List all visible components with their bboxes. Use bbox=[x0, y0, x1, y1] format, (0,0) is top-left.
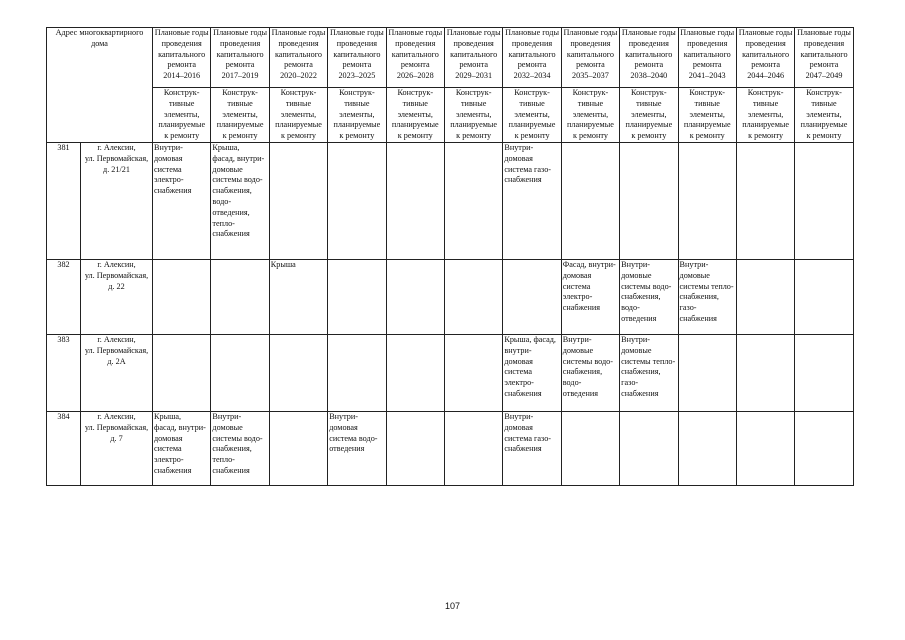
period-header-prefix: Плановые годы проведения капитального ремонта bbox=[446, 28, 501, 70]
period-header-prefix: Плановые годы проведения капитального ремонта bbox=[738, 28, 793, 70]
repair-elements-cell bbox=[328, 334, 386, 411]
repair-elements-cell: Внутри- домовые системы тепло- снабжения, газо- снабжения bbox=[620, 334, 678, 411]
repair-elements-cell bbox=[678, 411, 736, 485]
period-years: 2026–2028 bbox=[396, 71, 434, 81]
repair-elements-cell bbox=[736, 411, 794, 485]
repair-elements-cell bbox=[620, 142, 678, 259]
row-number: 383 bbox=[47, 334, 81, 411]
period-header-cell bbox=[444, 28, 502, 88]
period-header-prefix: Плановые годы проведения капитального ремонта bbox=[797, 28, 851, 70]
repair-elements-cell: Крыша bbox=[269, 259, 327, 334]
row-number: 381 bbox=[47, 142, 81, 259]
period-years: 2047–2049 bbox=[805, 71, 843, 81]
period-years: 2014–2016 bbox=[163, 71, 201, 81]
repair-elements-cell: Внутри- домовая система газо- снабжения bbox=[503, 411, 561, 485]
period-header-cell bbox=[736, 28, 794, 88]
repair-elements-cell bbox=[444, 259, 502, 334]
repair-elements-cell bbox=[795, 142, 853, 259]
elements-header-cell: Конструк- тивные элементы, планируемые к ремонту bbox=[269, 88, 327, 143]
table-row bbox=[47, 411, 854, 485]
building-address: г. Алексин, ул. Первомайская, д. 22 bbox=[81, 259, 153, 334]
repair-elements-cell: Фасад, внутри- домовая система электро- снабжения bbox=[561, 259, 619, 334]
header-row-periods bbox=[47, 28, 854, 88]
elements-header-cell: Конструк- тивные элементы, планируемые к ремонту bbox=[444, 88, 502, 143]
building-address: г. Алексин, ул. Первомайская, д. 2А bbox=[81, 334, 153, 411]
elements-header-cell: Конструк- тивные элементы, планируемые к ремонту bbox=[211, 88, 269, 143]
repair-elements-cell: Внутри- домовая система водо- отведения bbox=[328, 411, 386, 485]
period-header-prefix: Плановые годы проведения капитального ремонта bbox=[563, 28, 618, 70]
period-header-prefix: Плановые годы проведения капитального ремонта bbox=[271, 28, 326, 70]
period-years: 2038–2040 bbox=[630, 71, 668, 81]
repair-elements-cell bbox=[328, 142, 386, 259]
repair-elements-cell bbox=[386, 334, 444, 411]
period-header-cell bbox=[678, 28, 736, 88]
repair-elements-cell: Крыша, фасад, внутри- домовая система электро- снабжения bbox=[153, 411, 211, 485]
repair-elements-cell bbox=[795, 334, 853, 411]
repair-elements-cell bbox=[269, 142, 327, 259]
repair-elements-cell bbox=[153, 334, 211, 411]
period-header-cell bbox=[211, 28, 269, 88]
repair-elements-cell bbox=[561, 411, 619, 485]
elements-header-cell: Конструк- тивные элементы, планируемые к ремонту bbox=[795, 88, 853, 143]
period-years: 2023–2025 bbox=[338, 71, 376, 81]
repair-elements-cell bbox=[444, 142, 502, 259]
repair-elements-cell bbox=[328, 259, 386, 334]
elements-header-cell: Конструк- тивные элементы, планируемые к ремонту bbox=[620, 88, 678, 143]
elements-header-cell: Конструк- тивные элементы, планируемые к ремонту bbox=[386, 88, 444, 143]
period-years: 2029–2031 bbox=[455, 71, 493, 81]
repair-elements-cell bbox=[211, 334, 269, 411]
period-header-prefix: Плановые годы проведения капитального ремонта bbox=[329, 28, 384, 70]
period-years: 2041–2043 bbox=[688, 71, 726, 81]
repair-elements-cell: Внутри- домовые системы водо- снабжения, водо- отведения bbox=[561, 334, 619, 411]
repair-elements-cell: Крыша, фасад, внутри- домовая система электро- снабжения bbox=[503, 334, 561, 411]
repair-elements-cell: Внутри- домовая система электро- снабжения bbox=[153, 142, 211, 259]
repair-elements-cell bbox=[795, 411, 853, 485]
repair-elements-cell bbox=[561, 142, 619, 259]
page-number: 107 bbox=[444, 601, 461, 611]
period-header-prefix: Плановые годы проведения капитального ремонта bbox=[388, 28, 443, 70]
repair-elements-cell bbox=[386, 142, 444, 259]
repair-elements-cell: Крыша, фасад, внутри- домовые системы водо- снабжения, водо- отведения, тепло- снабжения bbox=[211, 142, 269, 259]
period-years: 2032–2034 bbox=[513, 71, 551, 81]
period-header-cell bbox=[269, 28, 327, 88]
repair-elements-cell: Внутри- домовые системы водо- снабжения, тепло- снабжения bbox=[211, 411, 269, 485]
period-years: 2044–2046 bbox=[747, 71, 785, 81]
repair-elements-cell bbox=[736, 142, 794, 259]
repair-elements-cell bbox=[444, 411, 502, 485]
repair-elements-cell bbox=[503, 259, 561, 334]
period-header-prefix: Плановые годы проведения капитального ремонта bbox=[621, 28, 676, 70]
repair-elements-cell: Внутри- домовые системы водо- снабжения, водо- отведения bbox=[620, 259, 678, 334]
repair-elements-cell bbox=[269, 334, 327, 411]
table-body bbox=[47, 28, 854, 486]
period-years: 2020–2022 bbox=[280, 71, 317, 81]
repair-elements-cell bbox=[211, 259, 269, 334]
address-column-header-label: Адрес многоквартирного дома bbox=[55, 28, 144, 48]
repair-elements-cell bbox=[269, 411, 327, 485]
period-header-cell bbox=[795, 28, 853, 88]
period-years: 2035–2037 bbox=[572, 71, 609, 81]
elements-header-cell: Конструк- тивные элементы, планируемые к ремонту bbox=[678, 88, 736, 143]
repair-elements-cell bbox=[386, 259, 444, 334]
period-header-prefix: Плановые годы проведения капитального ремонта bbox=[213, 28, 268, 70]
repair-elements-cell bbox=[795, 259, 853, 334]
address-column-header bbox=[47, 28, 153, 143]
period-header-cell bbox=[153, 28, 211, 88]
elements-header-cell: Конструк- тивные элементы, планируемые к ремонту bbox=[503, 88, 561, 143]
elements-header-cell: Конструк- тивные элементы, планируемые к ремонту bbox=[736, 88, 794, 143]
repair-elements-cell: Внутри- домовые системы тепло- снабжения, газо- снабжения bbox=[678, 259, 736, 334]
repair-elements-cell: Внутри- домовая система газо- снабжения bbox=[503, 142, 561, 259]
period-header-cell bbox=[503, 28, 561, 88]
repair-elements-cell bbox=[678, 334, 736, 411]
period-header-prefix: Плановые годы проведения капитального ремонта bbox=[680, 28, 735, 70]
period-header-cell bbox=[328, 28, 386, 88]
table-row bbox=[47, 142, 854, 259]
repair-elements-cell bbox=[153, 259, 211, 334]
repair-elements-cell bbox=[736, 259, 794, 334]
repair-elements-cell bbox=[736, 334, 794, 411]
row-number: 384 bbox=[47, 411, 81, 485]
elements-header-cell: Конструк- тивные элементы, планируемые к ремонту bbox=[561, 88, 619, 143]
capital-repair-schedule-table bbox=[46, 27, 854, 486]
elements-header-cell: Конструк- тивные элементы, планируемые к ремонту bbox=[153, 88, 211, 143]
period-years: 2017–2019 bbox=[221, 71, 259, 81]
period-header-prefix: Плановые годы проведения капитального ремонта bbox=[154, 28, 209, 70]
table-row bbox=[47, 259, 854, 334]
period-header-cell bbox=[561, 28, 619, 88]
table-row bbox=[47, 334, 854, 411]
period-header-cell bbox=[386, 28, 444, 88]
period-header-prefix: Плановые годы проведения капитального ремонта bbox=[505, 28, 559, 70]
repair-elements-cell bbox=[444, 334, 502, 411]
elements-header-cell: Конструк- тивные элементы, планируемые к ремонту bbox=[328, 88, 386, 143]
repair-elements-cell bbox=[620, 411, 678, 485]
header-row-elements bbox=[47, 88, 854, 143]
period-header-cell bbox=[620, 28, 678, 88]
building-address: г. Алексин, ул. Первомайская, д. 7 bbox=[81, 411, 153, 485]
building-address: г. Алексин, ул. Первомайская, д. 21/21 bbox=[81, 142, 153, 259]
row-number: 382 bbox=[47, 259, 81, 334]
repair-elements-cell bbox=[678, 142, 736, 259]
repair-elements-cell bbox=[386, 411, 444, 485]
